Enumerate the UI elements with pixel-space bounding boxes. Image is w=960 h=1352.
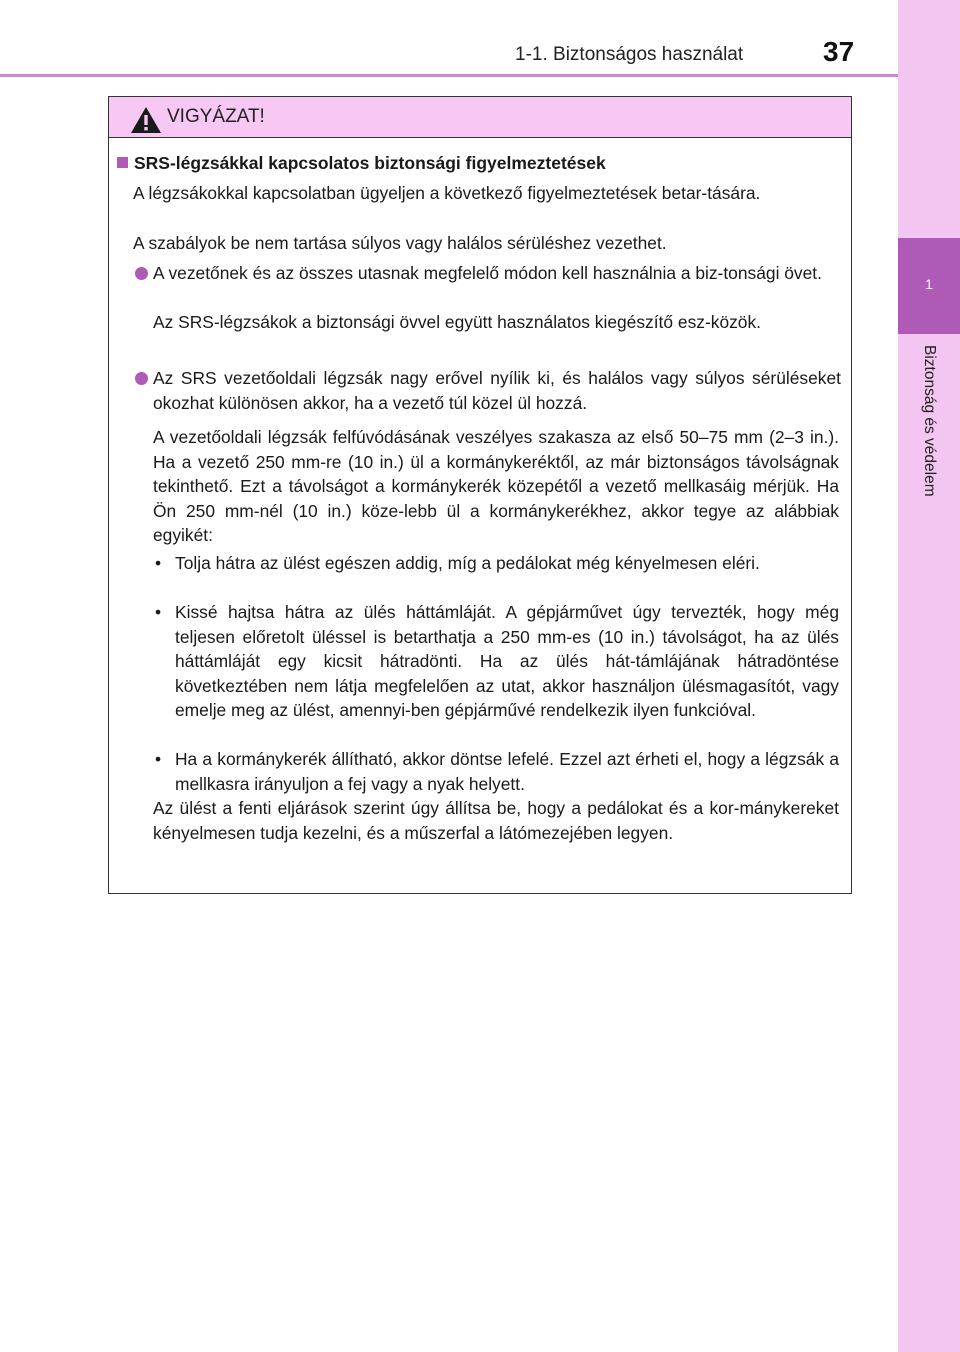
running-header: 1-1. Biztonságos használat xyxy=(515,44,744,65)
warning-triangle-icon xyxy=(129,105,163,135)
round-bullet-icon xyxy=(135,267,148,280)
dash-item-1: Tolja hátra az ülést egészen addig, míg a pedálokat még kényelmesen eléri. xyxy=(175,553,760,573)
detail-paragraph: A vezetőoldali légzsák felfúvódásának veszélyes szakasza az első 50–75 mm (2–3 in.). Ha a vezető 250 mm-re (10 in.) ül a kormánykeréktől, az már biztonságos távolságnak tekinthető. Ezt a távolságot a kormánykerék közepétől a vezető mellkasáig mérjük. Ha Ön 250 mm-nél (10 in.) köze-lebb ül a kormánykerékhez, akkor tegye az alábbiak egyikét: xyxy=(153,427,839,545)
dash-bullet: • xyxy=(155,749,162,769)
dash-item-3: Ha a kormánykerék állítható, akkor döntse lefelé. Ezzel azt érheti el, hogy a légzsák a mellkasra irányuljon a fej vagy a nyak helyett. xyxy=(175,749,839,794)
dash-bullet: • xyxy=(155,602,162,622)
bullet-2-text: Az SRS vezetőoldali légzsák nagy erővel nyílik ki, és halálos vagy súlyos sérüléseket okozhat különösen akkor, ha a vezető túl közel ül hozzá. xyxy=(153,368,841,413)
round-bullet-icon xyxy=(135,372,148,385)
warning-box xyxy=(108,96,852,894)
warning-header xyxy=(109,97,851,138)
bullet-1-extra: Az SRS-légzsákok a biztonsági övvel együtt használatos kiegészítő esz-közök. xyxy=(153,312,762,332)
bullet-1-text: A vezetőnek és az összes utasnak megfelelő módon kell használnia a biz-tonsági övet. xyxy=(153,263,822,283)
dash-bullet: • xyxy=(155,553,162,573)
closing-paragraph: Az ülést a fenti eljárások szerint úgy állítsa be, hogy a pedálokat és a kor-mánykereket kényelmesen tudja kezelni, és a műszerfal a látómezejében legyen. xyxy=(153,798,839,843)
warning-title: VIGYÁZAT! xyxy=(167,106,265,127)
section-heading xyxy=(117,153,606,174)
square-bullet-icon xyxy=(117,157,128,168)
chapter-side-tab xyxy=(898,0,960,1352)
intro-paragraph-1: A légzsákokkal kapcsolatban ügyeljen a következő figyelmeztetések betar-tására. xyxy=(133,183,761,203)
header-divider xyxy=(0,74,898,77)
dash-item-2: Kissé hajtsa hátra az ülés háttámláját. A gépjárművet úgy tervezték, hogy még teljesen előretolt üléssel is betarthatja a 250 mm-es (10 in.) távolságot, ha az ülés háttámláját egy kicsit hátradönti. Ha az ülés hát-támlájának hátradöntése következtében nem látja megfelelően az utat, akkor használjon ülésmagasítót, vagy emelje meg az ülést, amennyi-ben gépjárművé rendelkezik ilyen funkcióval. xyxy=(175,602,839,720)
intro-paragraph-2: A szabályok be nem tartása súlyos vagy halálos sérüléshez vezethet. xyxy=(133,233,667,253)
chapter-number: 1 xyxy=(925,276,933,292)
page-number: 37 xyxy=(823,36,855,67)
chapter-label: Biztonság és védelem xyxy=(921,345,938,497)
section-heading-text: SRS-légzsákkal kapcsolatos biztonsági figyelmeztetések xyxy=(134,153,606,173)
